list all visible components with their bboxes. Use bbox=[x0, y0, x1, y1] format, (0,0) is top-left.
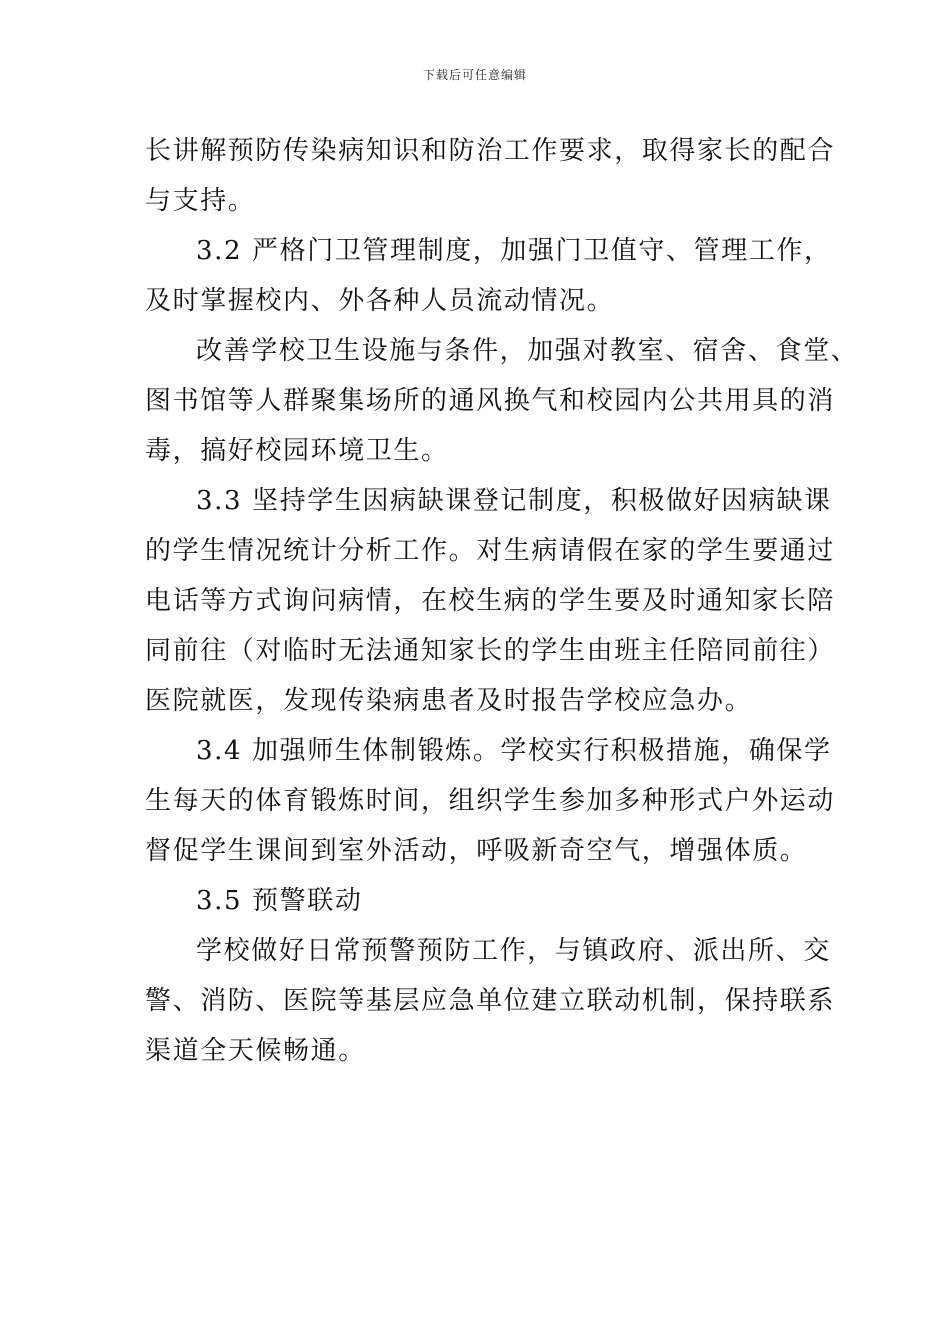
text-line: 3.5 预警联动 bbox=[196, 886, 363, 916]
text-line: 长讲解预防传染病知识和防治工作要求，取得家长的配合 bbox=[145, 136, 836, 166]
text-line: 3.2 严格门卫管理制度，加强门卫值守、管理工作， bbox=[196, 236, 832, 266]
page-header-note: 下载后可任意编辑 bbox=[422, 68, 527, 82]
text-line: 督促学生课间到室外活动，呼吸新奇空气，增强体质。 bbox=[145, 836, 808, 866]
text-line: 图书馆等人群聚集场所的通风换气和校园内公共用具的消 bbox=[145, 386, 836, 416]
text-line: 毒，搞好校园环境卫生。 bbox=[145, 436, 449, 466]
text-line: 3.3 坚持学生因病缺课登记制度，积极做好因病缺课 bbox=[196, 486, 832, 516]
text-line: 生每天的体育锻炼时间，组织学生参加多种形式户外运动 bbox=[145, 786, 836, 816]
text-line: 渠道全天候畅通。 bbox=[145, 1036, 366, 1066]
text-line: 的学生情况统计分析工作。对生病请假在家的学生要通过 bbox=[145, 536, 836, 566]
text-line: 同前往（对临时无法通知家长的学生由班主任陪同前往） bbox=[145, 636, 836, 666]
text-line: 改善学校卫生设施与条件，加强对教室、宿舍、食堂、 bbox=[196, 336, 859, 366]
text-line: 与支持。 bbox=[145, 186, 256, 216]
text-line: 及时掌握校内、外各种人员流动情况。 bbox=[145, 286, 615, 316]
text-line: 学校做好日常预警预防工作，与镇政府、派出所、交 bbox=[196, 936, 831, 966]
text-line: 医院就医，发现传染病患者及时报告学校应急办。 bbox=[145, 686, 753, 716]
text-line: 电话等方式询问病情，在校生病的学生要及时通知家长陪 bbox=[145, 586, 836, 616]
text-line: 警、消防、医院等基层应急单位建立联动机制，保持联系 bbox=[145, 986, 836, 1016]
text-line: 3.4 加强师生体制锻炼。学校实行积极措施，确保学 bbox=[196, 736, 832, 766]
